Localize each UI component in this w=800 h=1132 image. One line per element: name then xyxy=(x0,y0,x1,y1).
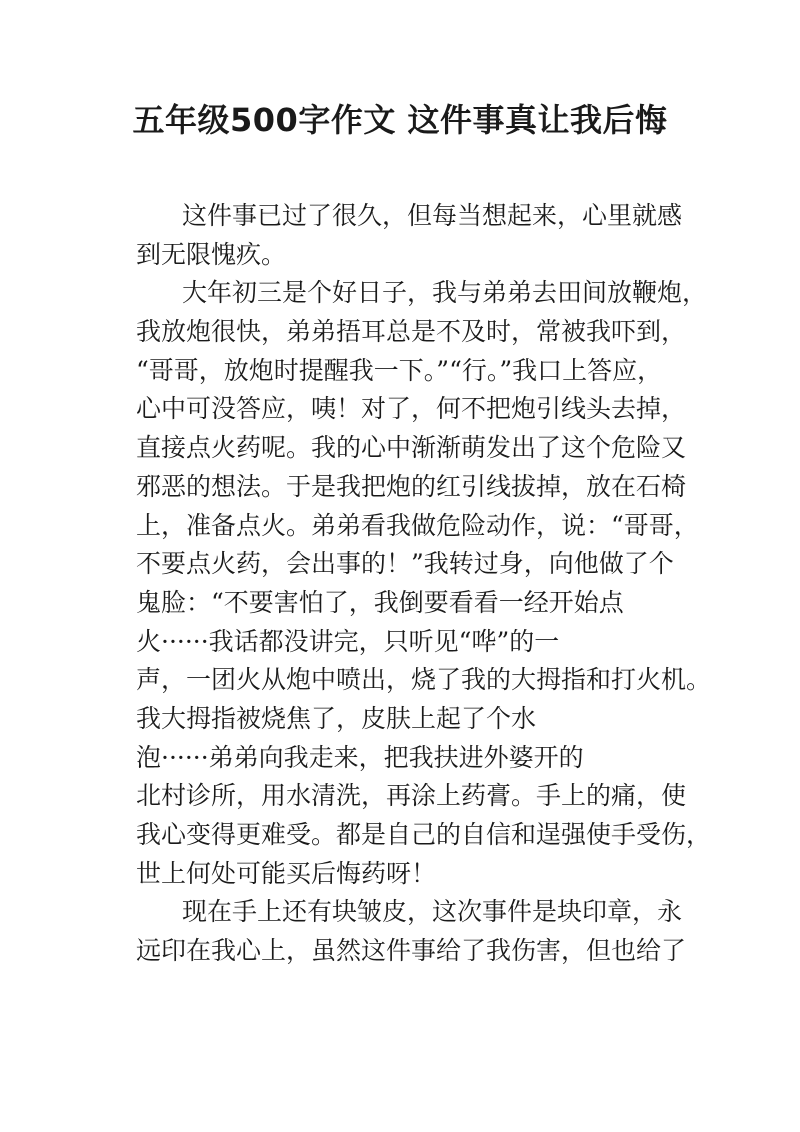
essay-line: 这件事已过了很久，但每当想起来，心里就感 xyxy=(182,201,683,230)
essay-line: 不要点火药，会出事的！”我转过身，向他做了个 xyxy=(136,549,674,579)
essay-line: 北村诊所，用水清洗，再涂上药膏。手上的痛，使 xyxy=(136,781,687,811)
essay-line: 到无限愧疚。 xyxy=(136,239,287,269)
essay-line: 世上何处可能买后悔药呀！ xyxy=(136,858,437,888)
essay-line: 我放炮很快，弟弟捂耳总是不及时，常被我吓到， xyxy=(136,317,687,347)
essay-line: 泡······弟弟向我走来，把我扶进外婆开的 xyxy=(136,742,584,772)
essay-line: 直接点火药呢。我的心中渐渐萌发出了这个危险又 xyxy=(136,433,687,463)
essay-line: 鬼脸：“不要害怕了，我倒要看看一经开始点 xyxy=(136,587,624,617)
document-title: 五年级500字作文 这件事真让我后悔 xyxy=(132,101,668,139)
essay-line: 火······我话都没讲完，只听见“哗”的一 xyxy=(136,626,560,656)
essay-line: 心中可没答应，咦！对了，何不把炮引线头去掉， xyxy=(136,394,687,424)
essay-body xyxy=(136,197,712,971)
essay-line: 现在手上还有块皱皮，这次事件是块印章，永 xyxy=(182,897,683,927)
essay-line: “哥哥，放炮时提醒我一下。”“行。”我口上答应， xyxy=(136,355,663,385)
essay-line: 大年初三是个好日子，我与弟弟去田间放鞭炮， xyxy=(182,278,708,308)
essay-line: 声，一团火从炮中喷出，烧了我的大拇指和打火机。 xyxy=(136,665,712,695)
essay-line: 我大拇指被烧焦了，皮肤上起了个水 xyxy=(136,703,537,733)
essay-line: 邪恶的想法。于是我把炮的红引线拔掉，放在石椅 xyxy=(136,471,687,501)
essay-line: 我心变得更难受。都是自己的自信和逞强使手受伤， xyxy=(136,820,712,849)
essay-line: 远印在我心上，虽然这件事给了我伤害，但也给了 xyxy=(136,936,687,966)
essay-line: 上，准备点火。弟弟看我做危险动作，说：“哥哥， xyxy=(136,510,699,540)
